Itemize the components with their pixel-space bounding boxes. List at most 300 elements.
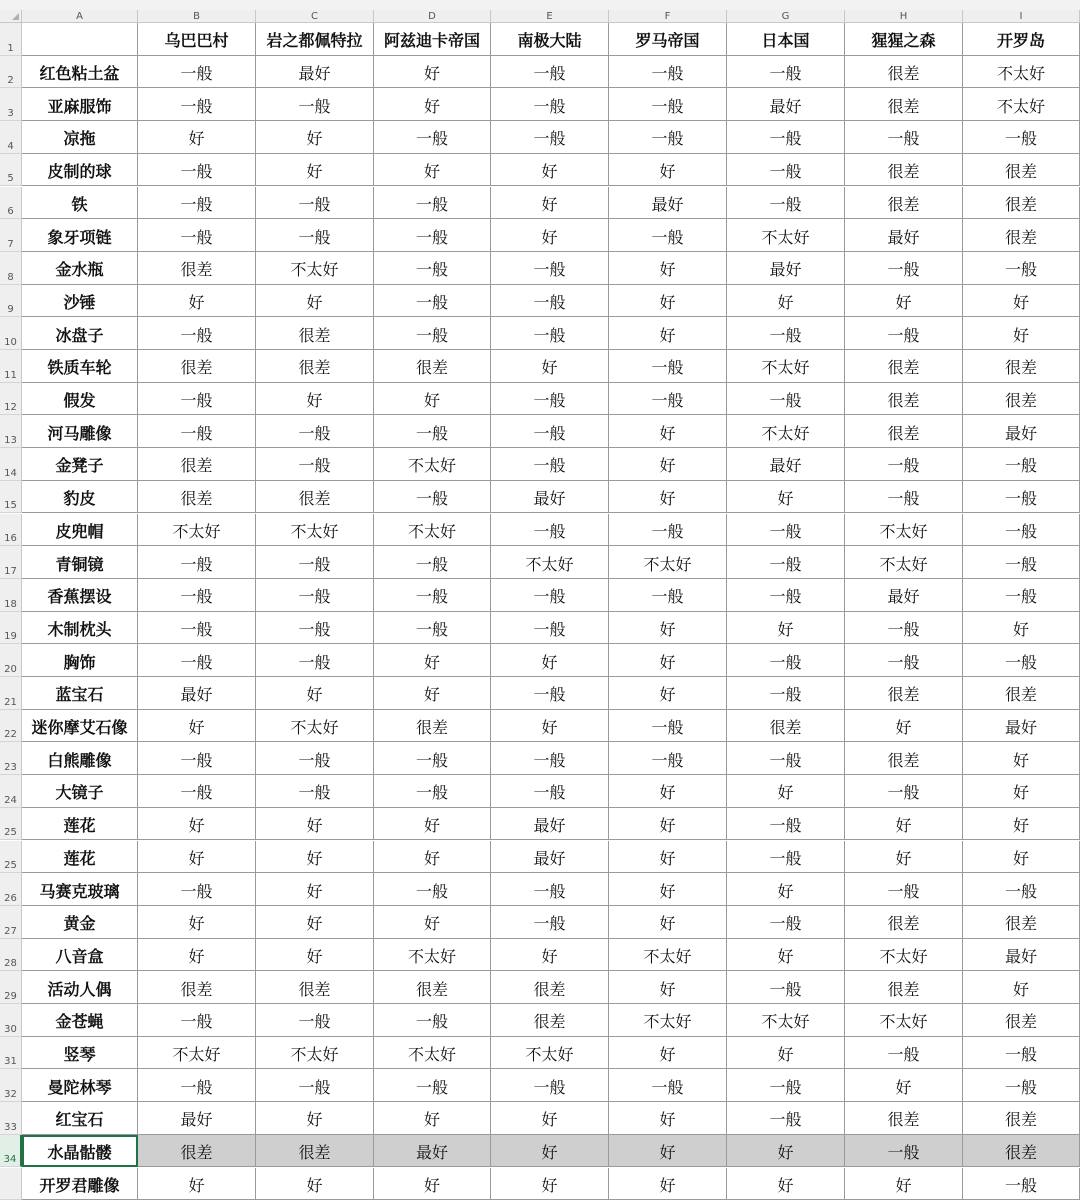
rating-cell[interactable]: 很差: [845, 187, 963, 220]
item-name-cell[interactable]: 金凳子: [22, 448, 138, 481]
row-header[interactable]: 33: [0, 1102, 22, 1135]
rating-cell[interactable]: 不太好: [374, 1037, 491, 1070]
rating-cell[interactable]: 好: [609, 448, 727, 481]
rating-cell[interactable]: 不太好: [374, 514, 491, 547]
row-header[interactable]: 14: [0, 448, 22, 481]
rating-cell[interactable]: 不太好: [138, 514, 256, 547]
rating-cell[interactable]: 好: [256, 841, 374, 874]
row-header[interactable]: 20: [0, 644, 22, 677]
rating-cell[interactable]: 好: [256, 1168, 374, 1200]
rating-cell[interactable]: 好: [374, 56, 491, 89]
rating-cell[interactable]: 好: [963, 808, 1080, 841]
rating-cell[interactable]: 很差: [963, 906, 1080, 939]
rating-cell[interactable]: 最好: [963, 939, 1080, 972]
rating-cell[interactable]: 最好: [845, 579, 963, 612]
item-name-cell[interactable]: 皮制的球: [22, 154, 138, 187]
rating-cell[interactable]: 不太好: [491, 546, 609, 579]
rating-cell[interactable]: 一般: [256, 219, 374, 252]
row-header[interactable]: 11: [0, 350, 22, 383]
rating-cell[interactable]: 一般: [491, 612, 609, 645]
rating-cell[interactable]: 好: [727, 873, 845, 906]
item-name-cell[interactable]: 沙锤: [22, 285, 138, 318]
rating-cell[interactable]: 一般: [491, 121, 609, 154]
item-name-cell[interactable]: 象牙项链: [22, 219, 138, 252]
rating-cell[interactable]: 很差: [256, 971, 374, 1004]
row-header[interactable]: 32: [0, 1069, 22, 1102]
column-header-c[interactable]: C: [256, 10, 374, 23]
rating-cell[interactable]: 一般: [256, 644, 374, 677]
rating-cell[interactable]: 很差: [963, 154, 1080, 187]
rating-cell[interactable]: 很差: [963, 1004, 1080, 1037]
column-header-f[interactable]: F: [609, 10, 727, 23]
rating-cell[interactable]: 一般: [609, 514, 727, 547]
rating-cell[interactable]: 一般: [138, 317, 256, 350]
rating-cell[interactable]: 很差: [374, 971, 491, 1004]
rating-cell[interactable]: 一般: [609, 1069, 727, 1102]
rating-cell[interactable]: 好: [138, 906, 256, 939]
row-header[interactable]: 3: [0, 88, 22, 121]
rating-cell[interactable]: 一般: [256, 546, 374, 579]
rating-cell[interactable]: 好: [491, 644, 609, 677]
column-title-cell[interactable]: 岩之都佩特拉: [256, 23, 374, 56]
rating-cell[interactable]: 很差: [491, 971, 609, 1004]
row-header[interactable]: 16: [0, 514, 22, 547]
rating-cell[interactable]: 很差: [845, 971, 963, 1004]
rating-cell[interactable]: 好: [138, 285, 256, 318]
rating-cell[interactable]: 很差: [138, 1135, 256, 1168]
rating-cell[interactable]: 一般: [609, 121, 727, 154]
rating-cell[interactable]: 一般: [845, 644, 963, 677]
rating-cell[interactable]: 最好: [138, 1102, 256, 1135]
rating-cell[interactable]: 一般: [374, 579, 491, 612]
rating-cell[interactable]: 最好: [491, 841, 609, 874]
item-name-cell[interactable]: 胸饰: [22, 644, 138, 677]
rating-cell[interactable]: 最好: [727, 448, 845, 481]
rating-cell[interactable]: 一般: [609, 350, 727, 383]
rating-cell[interactable]: 一般: [491, 873, 609, 906]
rating-cell[interactable]: 最好: [256, 56, 374, 89]
rating-cell[interactable]: 一般: [609, 56, 727, 89]
rating-cell[interactable]: 很差: [845, 56, 963, 89]
rating-cell[interactable]: 一般: [256, 187, 374, 220]
rating-cell[interactable]: 一般: [491, 252, 609, 285]
rating-cell[interactable]: 一般: [609, 88, 727, 121]
rating-cell[interactable]: 好: [138, 841, 256, 874]
rating-cell[interactable]: 好: [491, 1168, 609, 1200]
rating-cell[interactable]: 很差: [491, 1004, 609, 1037]
item-name-cell[interactable]: 金苍蝇: [22, 1004, 138, 1037]
column-title-cell[interactable]: 乌巴巴村: [138, 23, 256, 56]
rating-cell[interactable]: 最好: [845, 219, 963, 252]
rating-cell[interactable]: 很差: [374, 350, 491, 383]
rating-cell[interactable]: 一般: [138, 742, 256, 775]
rating-cell[interactable]: 好: [374, 1102, 491, 1135]
rating-cell[interactable]: 好: [609, 971, 727, 1004]
column-title-cell[interactable]: 罗马帝国: [609, 23, 727, 56]
row-header[interactable]: 24: [0, 775, 22, 808]
row-header[interactable]: 29: [0, 971, 22, 1004]
rating-cell[interactable]: 一般: [845, 121, 963, 154]
rating-cell[interactable]: 一般: [256, 1069, 374, 1102]
rating-cell[interactable]: 一般: [727, 808, 845, 841]
rating-cell[interactable]: 好: [609, 612, 727, 645]
rating-cell[interactable]: 不太好: [845, 939, 963, 972]
row-header[interactable]: 25: [0, 808, 22, 841]
rating-cell[interactable]: 最好: [727, 88, 845, 121]
rating-cell[interactable]: 好: [256, 677, 374, 710]
rating-cell[interactable]: 很差: [138, 971, 256, 1004]
rating-cell[interactable]: 一般: [138, 1069, 256, 1102]
row-header[interactable]: 1: [0, 23, 22, 56]
row-header[interactable]: 22: [0, 710, 22, 743]
rating-cell[interactable]: 一般: [727, 154, 845, 187]
rating-cell[interactable]: 好: [374, 154, 491, 187]
rating-cell[interactable]: 一般: [845, 317, 963, 350]
item-name-cell[interactable]: 竖琴: [22, 1037, 138, 1070]
rating-cell[interactable]: 一般: [609, 219, 727, 252]
rating-cell[interactable]: 最好: [374, 1135, 491, 1168]
rating-cell[interactable]: 好: [727, 481, 845, 514]
rating-cell[interactable]: 好: [963, 612, 1080, 645]
rating-cell[interactable]: 很差: [963, 677, 1080, 710]
rating-cell[interactable]: 一般: [374, 219, 491, 252]
row-header[interactable]: 25: [0, 841, 22, 874]
rating-cell[interactable]: 最好: [609, 187, 727, 220]
header-corner-cell[interactable]: [22, 23, 138, 56]
rating-cell[interactable]: 好: [256, 808, 374, 841]
rating-cell[interactable]: 最好: [727, 252, 845, 285]
rating-cell[interactable]: 一般: [491, 88, 609, 121]
row-header[interactable]: 17: [0, 546, 22, 579]
rating-cell[interactable]: 很差: [727, 710, 845, 743]
rating-cell[interactable]: 好: [374, 383, 491, 416]
column-title-cell[interactable]: 猩猩之森: [845, 23, 963, 56]
rating-cell[interactable]: 好: [609, 841, 727, 874]
rating-cell[interactable]: 一般: [374, 742, 491, 775]
rating-cell[interactable]: 很差: [138, 252, 256, 285]
rating-cell[interactable]: 一般: [963, 1069, 1080, 1102]
rating-cell[interactable]: 好: [374, 677, 491, 710]
rating-cell[interactable]: 好: [845, 285, 963, 318]
rating-cell[interactable]: 一般: [963, 1168, 1080, 1200]
rating-cell[interactable]: 好: [491, 187, 609, 220]
rating-cell[interactable]: 好: [727, 285, 845, 318]
item-name-cell[interactable]: 红色粘土盆: [22, 56, 138, 89]
rating-cell[interactable]: 一般: [491, 742, 609, 775]
rating-cell[interactable]: 一般: [138, 383, 256, 416]
rating-cell[interactable]: 不太好: [491, 1037, 609, 1070]
rating-cell[interactable]: 不太好: [609, 939, 727, 972]
rating-cell[interactable]: 一般: [138, 219, 256, 252]
item-name-cell[interactable]: 大镜子: [22, 775, 138, 808]
rating-cell[interactable]: 一般: [374, 415, 491, 448]
rating-cell[interactable]: 一般: [491, 906, 609, 939]
rating-cell[interactable]: 不太好: [256, 1037, 374, 1070]
rating-cell[interactable]: 一般: [256, 742, 374, 775]
item-name-cell[interactable]: 铁质车轮: [22, 350, 138, 383]
column-header-d[interactable]: D: [374, 10, 491, 23]
rating-cell[interactable]: 好: [963, 742, 1080, 775]
rating-cell[interactable]: 一般: [963, 1037, 1080, 1070]
rating-cell[interactable]: 一般: [374, 612, 491, 645]
rating-cell[interactable]: 不太好: [963, 88, 1080, 121]
rating-cell[interactable]: 一般: [491, 317, 609, 350]
rating-cell[interactable]: 不太好: [374, 939, 491, 972]
rating-cell[interactable]: 一般: [138, 88, 256, 121]
rating-cell[interactable]: 一般: [491, 775, 609, 808]
rating-cell[interactable]: 一般: [727, 546, 845, 579]
rating-cell[interactable]: 很差: [845, 906, 963, 939]
rating-cell[interactable]: 一般: [256, 88, 374, 121]
rating-cell[interactable]: 一般: [963, 546, 1080, 579]
rating-cell[interactable]: 一般: [727, 1069, 845, 1102]
rating-cell[interactable]: 不太好: [256, 710, 374, 743]
rating-cell[interactable]: 一般: [138, 612, 256, 645]
rating-cell[interactable]: 一般: [138, 579, 256, 612]
rating-cell[interactable]: 一般: [138, 56, 256, 89]
rating-cell[interactable]: 好: [256, 383, 374, 416]
rating-cell[interactable]: 一般: [374, 187, 491, 220]
rating-cell[interactable]: 很差: [256, 350, 374, 383]
rating-cell[interactable]: 一般: [845, 252, 963, 285]
rating-cell[interactable]: 一般: [138, 873, 256, 906]
rating-cell[interactable]: 好: [609, 808, 727, 841]
item-name-cell[interactable]: 金水瓶: [22, 252, 138, 285]
column-header-e[interactable]: E: [491, 10, 609, 23]
rating-cell[interactable]: 好: [138, 710, 256, 743]
rating-cell[interactable]: 一般: [491, 514, 609, 547]
rating-cell[interactable]: 一般: [963, 448, 1080, 481]
rating-cell[interactable]: 好: [374, 1168, 491, 1200]
rating-cell[interactable]: 好: [963, 317, 1080, 350]
row-header[interactable]: 27: [0, 906, 22, 939]
rating-cell[interactable]: 一般: [374, 1069, 491, 1102]
rating-cell[interactable]: 好: [256, 1102, 374, 1135]
rating-cell[interactable]: 不太好: [727, 219, 845, 252]
rating-cell[interactable]: 一般: [845, 873, 963, 906]
rating-cell[interactable]: 好: [491, 350, 609, 383]
rating-cell[interactable]: 一般: [727, 644, 845, 677]
column-title-cell[interactable]: 日本国: [727, 23, 845, 56]
rating-cell[interactable]: 不太好: [845, 514, 963, 547]
rating-cell[interactable]: 很差: [845, 1102, 963, 1135]
rating-cell[interactable]: 一般: [609, 710, 727, 743]
rating-cell[interactable]: 最好: [491, 808, 609, 841]
rating-cell[interactable]: 最好: [491, 481, 609, 514]
rating-cell[interactable]: 好: [256, 285, 374, 318]
row-header[interactable]: 21: [0, 677, 22, 710]
rating-cell[interactable]: 很差: [963, 187, 1080, 220]
rating-cell[interactable]: 一般: [138, 154, 256, 187]
rating-cell[interactable]: 很差: [845, 350, 963, 383]
rating-cell[interactable]: 好: [609, 677, 727, 710]
rating-cell[interactable]: 好: [727, 775, 845, 808]
rating-cell[interactable]: 好: [374, 808, 491, 841]
rating-cell[interactable]: 最好: [963, 415, 1080, 448]
rating-cell[interactable]: 一般: [609, 579, 727, 612]
rating-cell[interactable]: 好: [963, 285, 1080, 318]
rating-cell[interactable]: 一般: [727, 906, 845, 939]
rating-cell[interactable]: 好: [256, 939, 374, 972]
rating-cell[interactable]: 好: [609, 644, 727, 677]
rating-cell[interactable]: 好: [491, 154, 609, 187]
rating-cell[interactable]: 好: [256, 906, 374, 939]
row-header[interactable]: 23: [0, 742, 22, 775]
rating-cell[interactable]: 很差: [845, 383, 963, 416]
rating-cell[interactable]: 一般: [963, 252, 1080, 285]
rating-cell[interactable]: 一般: [374, 873, 491, 906]
rating-cell[interactable]: 很差: [963, 383, 1080, 416]
rating-cell[interactable]: 一般: [491, 1069, 609, 1102]
rating-cell[interactable]: 不太好: [727, 350, 845, 383]
rating-cell[interactable]: 好: [609, 906, 727, 939]
rating-cell[interactable]: 好: [374, 841, 491, 874]
rating-cell[interactable]: 一般: [491, 579, 609, 612]
select-all-corner[interactable]: [0, 10, 22, 23]
rating-cell[interactable]: 一般: [727, 579, 845, 612]
rating-cell[interactable]: 一般: [138, 187, 256, 220]
row-header[interactable]: 6: [0, 187, 22, 220]
rating-cell[interactable]: 好: [845, 841, 963, 874]
rating-cell[interactable]: 不太好: [256, 252, 374, 285]
column-title-cell[interactable]: 阿兹迪卡帝国: [374, 23, 491, 56]
rating-cell[interactable]: 一般: [256, 612, 374, 645]
rating-cell[interactable]: 最好: [138, 677, 256, 710]
rating-cell[interactable]: 一般: [963, 514, 1080, 547]
rating-cell[interactable]: 一般: [845, 448, 963, 481]
column-header-h[interactable]: H: [845, 10, 963, 23]
rating-cell[interactable]: 一般: [374, 252, 491, 285]
item-name-cell[interactable]: 冰盘子: [22, 317, 138, 350]
rating-cell[interactable]: 好: [609, 285, 727, 318]
rating-cell[interactable]: 好: [609, 1102, 727, 1135]
rating-cell[interactable]: 一般: [138, 775, 256, 808]
rating-cell[interactable]: 很差: [963, 350, 1080, 383]
rating-cell[interactable]: 一般: [138, 1004, 256, 1037]
item-name-cell[interactable]: 青铜镜: [22, 546, 138, 579]
rating-cell[interactable]: 一般: [374, 775, 491, 808]
rating-cell[interactable]: 一般: [374, 285, 491, 318]
rating-cell[interactable]: 很差: [845, 88, 963, 121]
item-name-cell[interactable]: 曼陀林琴: [22, 1069, 138, 1102]
rating-cell[interactable]: 一般: [609, 383, 727, 416]
item-name-cell[interactable]: 木制枕头: [22, 612, 138, 645]
rating-cell[interactable]: 好: [491, 939, 609, 972]
rating-cell[interactable]: 不太好: [845, 546, 963, 579]
item-name-cell[interactable]: 开罗君雕像: [22, 1168, 138, 1200]
rating-cell[interactable]: 好: [609, 775, 727, 808]
row-header[interactable]: 2: [0, 56, 22, 89]
rating-cell[interactable]: 好: [374, 644, 491, 677]
rating-cell[interactable]: 好: [609, 1168, 727, 1200]
rating-cell[interactable]: 一般: [374, 1004, 491, 1037]
rating-cell[interactable]: 很差: [138, 350, 256, 383]
rating-cell[interactable]: 很差: [374, 710, 491, 743]
rating-cell[interactable]: 一般: [845, 1135, 963, 1168]
rating-cell[interactable]: 一般: [845, 1037, 963, 1070]
item-name-cell[interactable]: 白熊雕像: [22, 742, 138, 775]
rating-cell[interactable]: 一般: [727, 1102, 845, 1135]
rating-cell[interactable]: 一般: [138, 546, 256, 579]
column-header-i[interactable]: I: [963, 10, 1080, 23]
rating-cell[interactable]: 很差: [845, 742, 963, 775]
item-name-cell[interactable]: 迷你摩艾石像: [22, 710, 138, 743]
row-header[interactable]: 8: [0, 252, 22, 285]
rating-cell[interactable]: 好: [609, 873, 727, 906]
rating-cell[interactable]: 一般: [491, 415, 609, 448]
rating-cell[interactable]: 很差: [256, 1135, 374, 1168]
item-name-cell[interactable]: 铁: [22, 187, 138, 220]
row-header[interactable]: 7: [0, 219, 22, 252]
rating-cell[interactable]: 好: [609, 1135, 727, 1168]
item-name-cell[interactable]: 皮兜帽: [22, 514, 138, 547]
rating-cell[interactable]: 好: [845, 808, 963, 841]
rating-cell[interactable]: 一般: [138, 644, 256, 677]
rating-cell[interactable]: 一般: [727, 971, 845, 1004]
rating-cell[interactable]: 一般: [256, 448, 374, 481]
rating-cell[interactable]: 最好: [963, 710, 1080, 743]
row-header[interactable]: 10: [0, 317, 22, 350]
rating-cell[interactable]: 一般: [256, 1004, 374, 1037]
rating-cell[interactable]: 好: [845, 710, 963, 743]
rating-cell[interactable]: 一般: [491, 383, 609, 416]
rating-cell[interactable]: 一般: [727, 677, 845, 710]
row-header[interactable]: 34: [0, 1135, 22, 1168]
rating-cell[interactable]: 好: [609, 252, 727, 285]
rating-cell[interactable]: 很差: [138, 481, 256, 514]
rating-cell[interactable]: 很差: [845, 677, 963, 710]
rating-cell[interactable]: 一般: [491, 285, 609, 318]
rating-cell[interactable]: 好: [491, 1135, 609, 1168]
rating-cell[interactable]: 很差: [845, 154, 963, 187]
rating-cell[interactable]: 很差: [256, 317, 374, 350]
rating-cell[interactable]: 好: [727, 612, 845, 645]
rating-cell[interactable]: 一般: [727, 383, 845, 416]
rating-cell[interactable]: 一般: [727, 841, 845, 874]
rating-cell[interactable]: 不太好: [845, 1004, 963, 1037]
row-header[interactable]: 18: [0, 579, 22, 612]
rating-cell[interactable]: 好: [256, 121, 374, 154]
rating-cell[interactable]: 一般: [727, 187, 845, 220]
rating-cell[interactable]: 好: [609, 154, 727, 187]
row-header[interactable]: 13: [0, 415, 22, 448]
rating-cell[interactable]: 好: [609, 481, 727, 514]
rating-cell[interactable]: 一般: [491, 56, 609, 89]
rating-cell[interactable]: 好: [609, 1037, 727, 1070]
row-header[interactable]: 28: [0, 939, 22, 972]
rating-cell[interactable]: 很差: [963, 1102, 1080, 1135]
rating-cell[interactable]: 好: [845, 1168, 963, 1200]
rating-cell[interactable]: 好: [609, 317, 727, 350]
row-header[interactable]: 30: [0, 1004, 22, 1037]
row-header[interactable]: 12: [0, 383, 22, 416]
rating-cell[interactable]: 一般: [138, 415, 256, 448]
row-header[interactable]: 19: [0, 612, 22, 645]
item-name-cell[interactable]: 豹皮: [22, 481, 138, 514]
rating-cell[interactable]: 好: [138, 808, 256, 841]
rating-cell[interactable]: 好: [609, 415, 727, 448]
column-header-b[interactable]: B: [138, 10, 256, 23]
rating-cell[interactable]: 好: [491, 1102, 609, 1135]
item-name-cell[interactable]: 红宝石: [22, 1102, 138, 1135]
rating-cell[interactable]: 好: [374, 88, 491, 121]
rating-cell[interactable]: 好: [256, 873, 374, 906]
rating-cell[interactable]: 一般: [609, 742, 727, 775]
rating-cell[interactable]: 一般: [845, 481, 963, 514]
rating-cell[interactable]: 好: [845, 1069, 963, 1102]
column-title-cell[interactable]: 开罗岛: [963, 23, 1080, 56]
item-name-cell[interactable]: 马赛克玻璃: [22, 873, 138, 906]
